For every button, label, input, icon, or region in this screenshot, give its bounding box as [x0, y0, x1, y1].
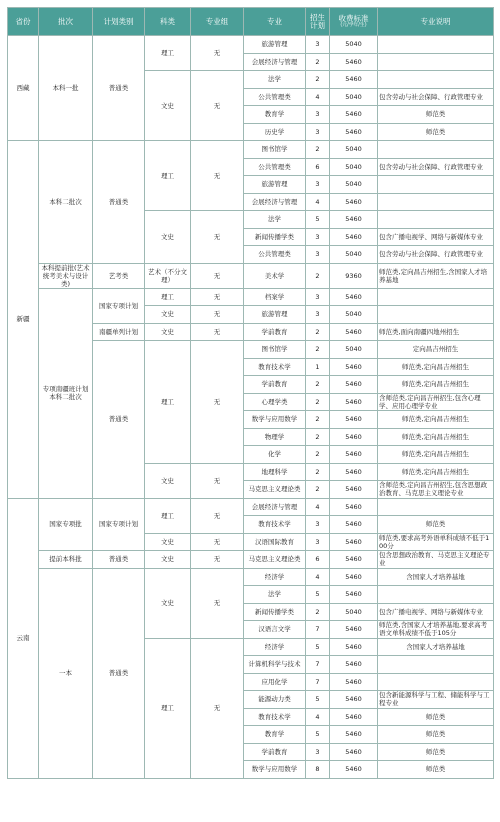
header-fee-label: 收费标准 [338, 13, 369, 23]
cell-group: 无 [191, 306, 244, 324]
cell-count: 7 [306, 673, 330, 691]
cell-count: 2 [306, 446, 330, 464]
cell-plan-type: 普通类 [93, 551, 145, 569]
cell-fee: 5460 [330, 393, 378, 411]
header-plan-count: 招生计划 [306, 8, 330, 36]
cell-major: 公共管理类 [244, 88, 306, 106]
cell-batch: 本科二批次 [39, 141, 93, 264]
cell-note [378, 53, 494, 71]
cell-fee: 5460 [330, 123, 378, 141]
cell-note: 师范类 [378, 123, 494, 141]
cell-fee: 5460 [330, 761, 378, 779]
cell-major: 汉语言文学 [244, 621, 306, 639]
cell-fee: 5460 [330, 53, 378, 71]
cell-count: 3 [306, 533, 330, 551]
cell-group: 无 [191, 71, 244, 141]
table-row [8, 141, 494, 159]
cell-count: 3 [306, 516, 330, 534]
cell-note [378, 71, 494, 89]
cell-note: 含师范类,定向昌吉州招生,包含思想政治教育、马克思主义理论专业 [378, 481, 494, 499]
cell-fee: 5460 [330, 568, 378, 586]
cell-note: 师范类 [378, 743, 494, 761]
cell-batch: 提前本科批 [39, 551, 93, 569]
cell-count: 3 [306, 228, 330, 246]
cell-count: 2 [306, 71, 330, 89]
cell-fee: 5460 [330, 638, 378, 656]
cell-major: 公共管理类 [244, 246, 306, 264]
cell-note: 师范类,定向昌吉州招生 [378, 376, 494, 394]
cell-group: 无 [191, 141, 244, 211]
cell-major: 美术学 [244, 263, 306, 288]
cell-note: 师范类,面向南疆四地州招生 [378, 323, 494, 341]
cell-major: 数学与应用数学 [244, 761, 306, 779]
cell-plan-type: 南疆单列计划 [93, 323, 145, 341]
cell-major: 数学与应用数学 [244, 411, 306, 429]
cell-note: 含国家人才培养基地 [378, 568, 494, 586]
header-batch: 批次 [39, 8, 93, 36]
cell-count: 2 [306, 603, 330, 621]
cell-note: 包含新能源科学与工程、储能科学与工程专业 [378, 691, 494, 709]
cell-note: 师范类,定向昌吉州招生 [378, 446, 494, 464]
cell-major: 学前教育 [244, 376, 306, 394]
cell-fee: 5460 [330, 586, 378, 604]
cell-fee: 5460 [330, 708, 378, 726]
cell-major: 图书馆学 [244, 341, 306, 359]
cell-subject: 理工 [145, 288, 191, 306]
cell-fee: 5460 [330, 358, 378, 376]
cell-major: 法学 [244, 586, 306, 604]
cell-major: 马克思主义理论类 [244, 551, 306, 569]
cell-major: 汉语国际教育 [244, 533, 306, 551]
cell-major: 旅游管理 [244, 176, 306, 194]
cell-subject: 文史 [145, 463, 191, 498]
cell-note: 师范类 [378, 516, 494, 534]
header-plan-type: 计划类别 [93, 8, 145, 36]
cell-count: 7 [306, 621, 330, 639]
cell-count: 8 [306, 761, 330, 779]
cell-note: 包含劳动与社会保障、行政管理专业 [378, 88, 494, 106]
header-subject: 科类 [145, 8, 191, 36]
cell-fee: 5460 [330, 726, 378, 744]
cell-note: 包含广播电视学、网络与新媒体专业 [378, 228, 494, 246]
cell-fee: 5460 [330, 516, 378, 534]
cell-province: 西藏 [8, 36, 39, 141]
cell-fee: 5460 [330, 228, 378, 246]
cell-major: 旅游管理 [244, 36, 306, 54]
header-fee-unit: (元/学年/生) [340, 22, 367, 28]
cell-note: 师范类 [378, 726, 494, 744]
cell-count: 6 [306, 551, 330, 569]
cell-subject: 文史 [145, 306, 191, 324]
cell-subject: 理工 [145, 638, 191, 778]
cell-subject: 理工 [145, 498, 191, 533]
cell-note [378, 141, 494, 159]
cell-batch: 专项南疆班计划本科二批次 [39, 288, 93, 498]
cell-major: 新闻传播学类 [244, 603, 306, 621]
cell-note [378, 306, 494, 324]
cell-group: 无 [191, 638, 244, 778]
cell-count: 5 [306, 586, 330, 604]
cell-count: 4 [306, 193, 330, 211]
cell-group: 无 [191, 498, 244, 533]
cell-note: 师范类,定向昌吉州招生 [378, 428, 494, 446]
cell-note [378, 673, 494, 691]
cell-count: 3 [306, 743, 330, 761]
cell-fee: 5460 [330, 288, 378, 306]
cell-major: 马克思主义理论类 [244, 481, 306, 499]
cell-subject: 文史 [145, 533, 191, 551]
cell-plan-type: 普通类 [93, 568, 145, 778]
cell-count: 7 [306, 656, 330, 674]
cell-subject: 文史 [145, 551, 191, 569]
cell-fee: 5460 [330, 323, 378, 341]
cell-group: 无 [191, 463, 244, 498]
cell-subject: 理工 [145, 341, 191, 464]
cell-major: 旅游管理 [244, 306, 306, 324]
cell-fee: 5460 [330, 691, 378, 709]
cell-note: 包含劳动与社会保障、行政管理专业 [378, 158, 494, 176]
cell-note [378, 176, 494, 194]
cell-plan-type: 普通类 [93, 341, 145, 499]
cell-count: 3 [306, 176, 330, 194]
cell-major: 会展经济与管理 [244, 498, 306, 516]
cell-major: 法学 [244, 71, 306, 89]
cell-subject: 理工 [145, 36, 191, 71]
cell-major: 会展经济与管理 [244, 193, 306, 211]
cell-fee: 5460 [330, 656, 378, 674]
cell-count: 3 [306, 288, 330, 306]
cell-note: 师范类 [378, 761, 494, 779]
cell-major: 经济学 [244, 638, 306, 656]
cell-note [378, 36, 494, 54]
cell-fee: 5460 [330, 498, 378, 516]
cell-fee: 5460 [330, 533, 378, 551]
cell-count: 4 [306, 708, 330, 726]
cell-count: 2 [306, 53, 330, 71]
cell-group: 无 [191, 288, 244, 306]
cell-fee: 5040 [330, 141, 378, 159]
cell-note: 师范类 [378, 106, 494, 124]
cell-note: 定向昌吉州招生 [378, 341, 494, 359]
header-major-group: 专业组 [191, 8, 244, 36]
table-row [8, 288, 494, 306]
cell-count: 3 [306, 36, 330, 54]
cell-note [378, 656, 494, 674]
cell-count: 4 [306, 498, 330, 516]
cell-note: 含国家人才培养基地 [378, 638, 494, 656]
cell-group: 无 [191, 323, 244, 341]
cell-count: 2 [306, 263, 330, 288]
cell-batch: 本科提前批(艺术统考美术与设计类) [39, 263, 93, 288]
cell-major: 应用化学 [244, 673, 306, 691]
cell-fee: 5040 [330, 246, 378, 264]
cell-group: 无 [191, 533, 244, 551]
cell-fee: 5460 [330, 106, 378, 124]
cell-major: 教育学 [244, 726, 306, 744]
cell-fee: 5040 [330, 306, 378, 324]
cell-fee: 5460 [330, 551, 378, 569]
cell-major: 能源动力类 [244, 691, 306, 709]
cell-major: 法学 [244, 211, 306, 229]
cell-count: 2 [306, 463, 330, 481]
header-major: 专业 [244, 8, 306, 36]
cell-subject: 理工 [145, 141, 191, 211]
table-row [8, 36, 494, 54]
cell-note: 师范类,要求高考外语单科成绩不低于100分 [378, 533, 494, 551]
cell-note: 师范类,定向昌吉州招生 [378, 463, 494, 481]
table-row [8, 263, 494, 288]
enrollment-plan-table [7, 7, 494, 779]
header-row [8, 8, 494, 36]
cell-count: 4 [306, 88, 330, 106]
cell-count: 5 [306, 638, 330, 656]
cell-plan-type: 国家专项计划 [93, 288, 145, 323]
cell-count: 2 [306, 376, 330, 394]
cell-note: 包含劳动与社会保障、行政管理专业 [378, 246, 494, 264]
cell-note: 师范类 [378, 708, 494, 726]
header-fee [330, 8, 378, 36]
cell-count: 3 [306, 246, 330, 264]
cell-major: 公共管理类 [244, 158, 306, 176]
cell-note: 师范类,定向昌吉州招生 [378, 358, 494, 376]
cell-batch: 一本 [39, 568, 93, 778]
cell-fee: 5460 [330, 743, 378, 761]
cell-major: 地理科学 [244, 463, 306, 481]
cell-fee: 5460 [330, 411, 378, 429]
cell-count: 2 [306, 393, 330, 411]
cell-note: 含师范类,定向昌吉州招生,包含心理学、应用心理学专业 [378, 393, 494, 411]
cell-count: 5 [306, 726, 330, 744]
cell-fee: 5460 [330, 673, 378, 691]
cell-major: 心理学类 [244, 393, 306, 411]
cell-fee: 5460 [330, 71, 378, 89]
cell-plan-type: 普通类 [93, 141, 145, 264]
cell-major: 新闻传播学类 [244, 228, 306, 246]
cell-major: 图书馆学 [244, 141, 306, 159]
cell-major: 教育技术学 [244, 708, 306, 726]
cell-note: 包含广播电视学、网络与新媒体专业 [378, 603, 494, 621]
cell-count: 2 [306, 481, 330, 499]
cell-count: 2 [306, 341, 330, 359]
cell-group: 无 [191, 551, 244, 569]
cell-count: 3 [306, 123, 330, 141]
cell-count: 5 [306, 691, 330, 709]
cell-plan-type: 国家专项计划 [93, 498, 145, 551]
cell-fee: 5460 [330, 428, 378, 446]
cell-major: 教育技术学 [244, 516, 306, 534]
cell-note [378, 586, 494, 604]
cell-group: 无 [191, 263, 244, 288]
cell-batch: 本科一批 [39, 36, 93, 141]
table-row [8, 568, 494, 586]
cell-major: 教育学 [244, 106, 306, 124]
cell-major: 学前教育 [244, 323, 306, 341]
cell-subject: 文史 [145, 71, 191, 141]
cell-count: 3 [306, 306, 330, 324]
cell-subject: 文史 [145, 323, 191, 341]
cell-fee: 5040 [330, 341, 378, 359]
cell-major: 会展经济与管理 [244, 53, 306, 71]
cell-group: 无 [191, 341, 244, 464]
cell-note: 师范类,定向昌吉州招生 [378, 411, 494, 429]
cell-count: 2 [306, 428, 330, 446]
cell-fee: 9360 [330, 263, 378, 288]
cell-major: 档案学 [244, 288, 306, 306]
cell-subject: 文史 [145, 211, 191, 264]
cell-major: 教育技术学 [244, 358, 306, 376]
cell-major: 化学 [244, 446, 306, 464]
cell-subject: 艺术（不分文理） [145, 263, 191, 288]
cell-major: 物理学 [244, 428, 306, 446]
table-row [8, 551, 494, 569]
cell-fee: 5460 [330, 376, 378, 394]
cell-major: 计算机科学与技术 [244, 656, 306, 674]
cell-note [378, 288, 494, 306]
cell-group: 无 [191, 36, 244, 71]
cell-count: 2 [306, 323, 330, 341]
cell-fee: 5460 [330, 463, 378, 481]
cell-group: 无 [191, 211, 244, 264]
cell-note [378, 193, 494, 211]
cell-fee: 5460 [330, 211, 378, 229]
cell-note [378, 211, 494, 229]
cell-fee: 5460 [330, 446, 378, 464]
header-province: 省份 [8, 8, 39, 36]
cell-note: 包含思想政治教育、马克思主义理论专业 [378, 551, 494, 569]
cell-batch: 国家专项批 [39, 498, 93, 551]
cell-fee: 5040 [330, 176, 378, 194]
cell-major: 历史学 [244, 123, 306, 141]
cell-subject: 文史 [145, 568, 191, 638]
cell-plan-type: 普通类 [93, 36, 145, 141]
cell-note [378, 498, 494, 516]
cell-count: 2 [306, 141, 330, 159]
cell-count: 6 [306, 158, 330, 176]
cell-count: 5 [306, 211, 330, 229]
cell-fee: 5040 [330, 603, 378, 621]
cell-major: 学前教育 [244, 743, 306, 761]
table-row [8, 498, 494, 516]
cell-count: 4 [306, 568, 330, 586]
cell-note: 师范类,含国家人才培养基地,要求高考语文单科成绩不低于105分 [378, 621, 494, 639]
cell-fee: 5040 [330, 36, 378, 54]
cell-fee: 5040 [330, 88, 378, 106]
cell-note: 师范类,定向昌吉州招生,含国家人才培养基地 [378, 263, 494, 288]
cell-fee: 5460 [330, 621, 378, 639]
cell-count: 2 [306, 411, 330, 429]
cell-major: 经济学 [244, 568, 306, 586]
cell-fee: 5460 [330, 481, 378, 499]
cell-plan-type: 艺考类 [93, 263, 145, 288]
cell-group: 无 [191, 568, 244, 638]
cell-province: 云南 [8, 498, 39, 778]
cell-count: 1 [306, 358, 330, 376]
cell-count: 3 [306, 106, 330, 124]
header-note: 专业说明 [378, 8, 494, 36]
cell-province: 新疆 [8, 141, 39, 499]
cell-fee: 5460 [330, 193, 378, 211]
cell-fee: 5040 [330, 158, 378, 176]
